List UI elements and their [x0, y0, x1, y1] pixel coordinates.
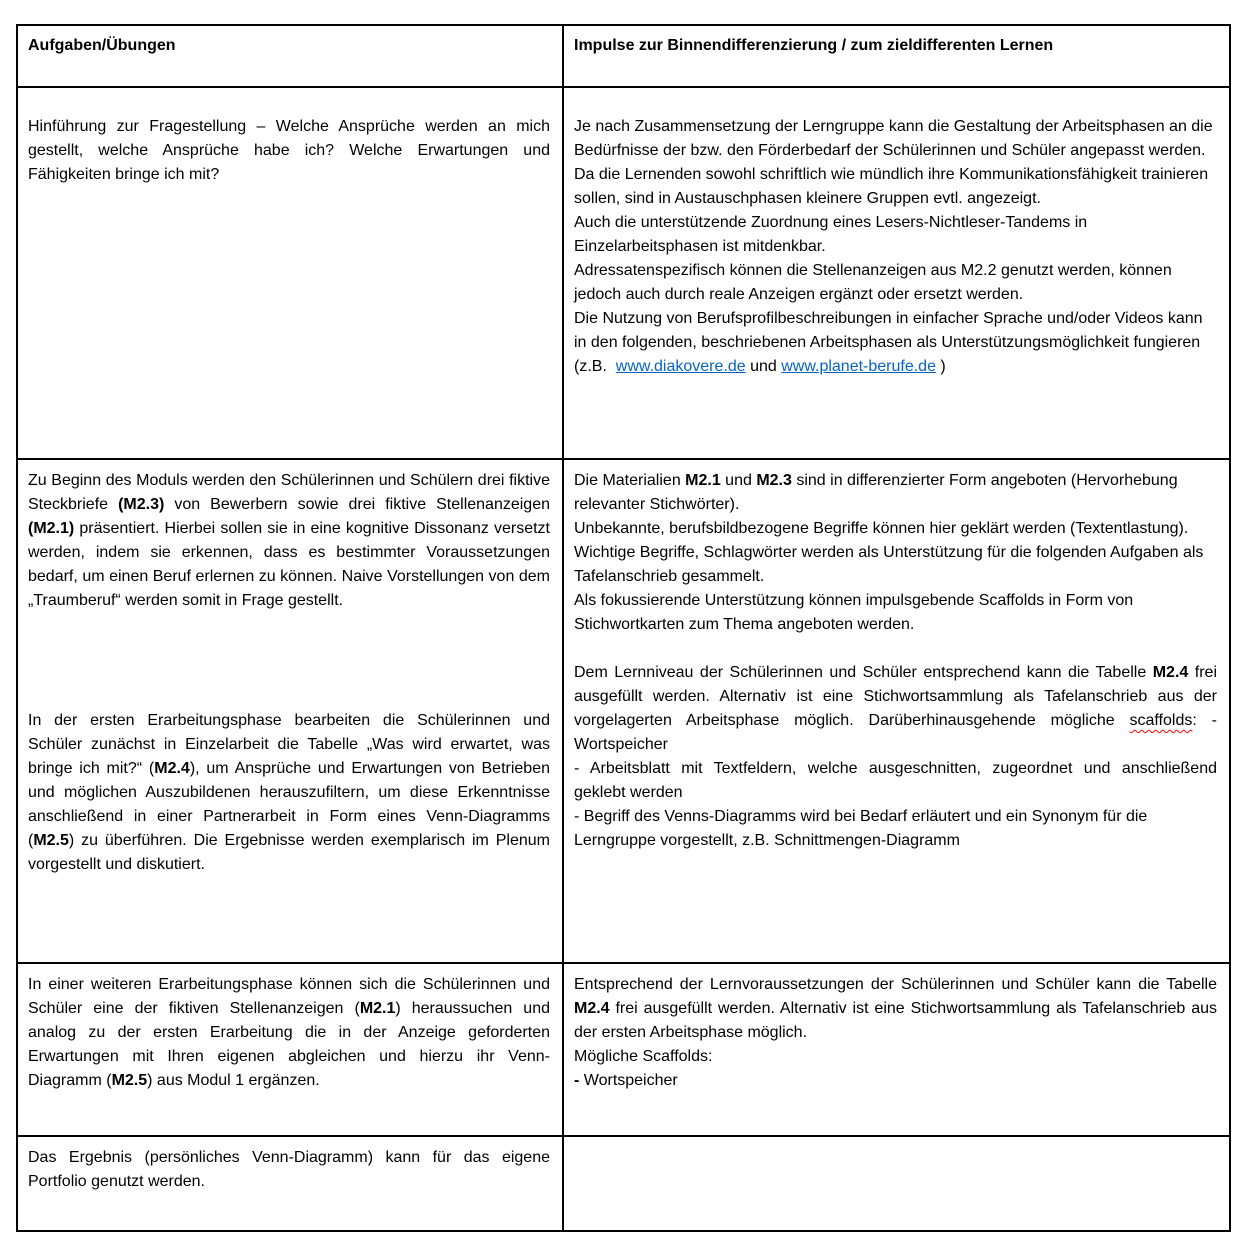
- bold-text-run: (M2.1): [28, 520, 75, 537]
- cell-hinfuehrung-left: [17, 87, 563, 459]
- empty-line: [28, 685, 550, 709]
- bold-text-run: M2.1: [359, 1000, 396, 1017]
- text-run: von Bewerbern sowie drei fiktive Stellenanzeigen: [164, 496, 551, 513]
- paragraph: [574, 1069, 1217, 1093]
- cell-weitere-erarbeitung-right: [563, 963, 1230, 1136]
- text-run: und: [745, 358, 782, 375]
- misspelled-word: scaffolds: [1129, 712, 1193, 729]
- paragraph: [574, 541, 1217, 589]
- cell-ergebnis-portfolio-left: [17, 1136, 563, 1231]
- text-run: Auch die unterstützende Zuordnung eines Lesers-Nichtleser-Tandems in Einzelarbeitsphasen ist mitdenkbar.: [574, 214, 1088, 255]
- paragraph: [28, 973, 550, 1093]
- text-run: Unbekannte, berufsbildbezogene Begriffe können hier geklärt werden (Textentlastung).: [574, 520, 1189, 537]
- text-run: - Arbeitsblatt mit Textfeldern, welche ausgeschnitten, zugeordnet und anschließend geklebt werden: [574, 760, 1217, 801]
- paragraph: [574, 661, 1217, 757]
- text-run: und: [720, 472, 757, 489]
- text-run: ): [935, 358, 946, 375]
- lesson-plan-table: [16, 24, 1231, 1232]
- cell-modulbeginn-right: [563, 459, 1230, 963]
- paragraph: [574, 805, 1217, 853]
- text-run: ) zu überführen. Die Ergebnisse werden exemplarisch im Plenum vorgestellt und diskutiert.: [28, 832, 550, 873]
- table-row-modulbeginn: [17, 459, 1230, 963]
- paragraph: [574, 211, 1217, 259]
- text-run: Je nach Zusammensetzung der Lerngruppe kann die Gestaltung der Arbeitsphasen an die Bedürfnisse der bzw. den Förderbedarf der Schülerinnen und Schüler angepasst werden. Da die Lernenden sowohl schriftlich wie mündlich ihre Kommunikationsfähigkeit trainieren sollen, sind in Austauschphasen kleinere Gruppen evtl. angezeigt.: [574, 118, 1213, 207]
- cell-hinfuehrung-right: [563, 87, 1230, 459]
- text-run: ), um Ansprüche und Erwartungen von Betrieben und möglichen Auszubildenen herauszufiltern, um diese Erkenntnisse anschließend in einer Partnerarbeit in Form eines Venn-Diagramms (: [28, 760, 550, 849]
- bold-text-run: M2.5: [111, 1072, 148, 1089]
- text-run: Als fokussierende Unterstützung können impulsgebende Scaffolds in Form von Stichwortkarten zum Thema angeboten werden.: [574, 592, 1134, 633]
- paragraph: [574, 259, 1217, 307]
- text-run: Mögliche Scaffolds:: [574, 1048, 713, 1065]
- text-run: Dem Lernniveau der Schülerinnen und Schüler entsprechend kann die Tabelle: [574, 664, 1153, 681]
- cell-modulbeginn-left: [17, 459, 563, 963]
- text-run: ) heraussuchen und analog zu der ersten Erarbeitung die in der Anzeige geforderten Erwartungen mit Ihren eigenen abgleichen und hierzu ihr Venn-Diagramm (: [28, 1000, 551, 1089]
- paragraph: [574, 973, 1217, 1045]
- table-row-weitere-erarbeitung: [17, 963, 1230, 1136]
- text-run: - Begriff des Venns-Diagramms wird bei Bedarf erläutert und ein Synonym für die Lerngruppe vorgestellt, z.B. Schnittmengen-Diagramm: [574, 808, 1148, 849]
- bold-text-run: M2.4: [154, 760, 190, 777]
- paragraph: [28, 469, 550, 613]
- text-run: Die Materialien: [574, 472, 686, 489]
- paragraph: [574, 115, 1217, 211]
- paragraph: [574, 517, 1217, 541]
- text-run: Wortspeicher: [579, 1072, 678, 1089]
- paragraph: [28, 1146, 550, 1194]
- column-header-aufgaben: Aufgaben/Übungen: [17, 25, 563, 87]
- bold-text-run: -: [574, 1072, 580, 1089]
- paragraph: [574, 757, 1217, 805]
- bold-text-run: M2.3: [756, 472, 792, 489]
- text-run: In einer weiteren Erarbeitungsphase können sich die Schülerinnen und Schüler eine der fiktiven Stellenanzeigen (: [28, 976, 550, 1017]
- paragraph: [574, 589, 1217, 637]
- link-diakovere[interactable]: www.diakovere.de: [615, 358, 746, 375]
- bold-text-run: M2.4: [1152, 664, 1189, 681]
- header-row: [17, 25, 1230, 87]
- cell-ergebnis-portfolio-right: [563, 1136, 1230, 1231]
- bold-text-run: M2.4: [574, 1000, 610, 1017]
- table-body: [17, 87, 1230, 1231]
- bold-text-run: M2.1: [685, 472, 721, 489]
- paragraph: [574, 469, 1217, 517]
- empty-line: [574, 637, 1217, 661]
- link-planet-berufe[interactable]: www.planet-berufe.de: [781, 358, 936, 375]
- cell-weitere-erarbeitung-left: [17, 963, 563, 1136]
- column-header-impulse: Impulse zur Binnendifferenzierung / zum zieldifferenten Lernen: [563, 25, 1230, 87]
- empty-line: [28, 613, 550, 637]
- text-run: Die Nutzung von Berufsprofilbeschreibungen in einfacher Sprache und/oder Videos kann in den folgenden, beschriebenen Arbeitsphasen als Unterstützungsmöglichkeit fungieren (z.B.: [574, 310, 1203, 375]
- text-run: In der ersten Erarbeitungsphase bearbeiten die Schülerinnen und Schüler zunächst in Einzelarbeit die Tabelle „Was wird erwartet, was bringe ich mit?“ (: [28, 712, 550, 777]
- paragraph: [28, 115, 550, 187]
- paragraph: [574, 307, 1217, 379]
- text-run: Das Ergebnis (persönliches Venn-Diagramm) kann für das eigene Portfolio genutzt werden.: [28, 1149, 550, 1190]
- text-run: sind in differenzierter Form angeboten (Hervorhebung relevanter Stichwörter).: [574, 472, 1178, 513]
- text-run: Entsprechend der Lernvoraussetzungen der Schülerinnen und Schüler kann die Tabelle: [574, 976, 1217, 993]
- paragraph: [574, 1045, 1217, 1069]
- empty-line: [28, 661, 550, 685]
- bold-text-run: M2.5: [33, 832, 69, 849]
- paragraph: [28, 709, 550, 877]
- text-run: : - Wortspeicher: [574, 712, 1217, 753]
- bold-text-run: (M2.3): [118, 496, 165, 513]
- text-run: ) aus Modul 1 ergänzen.: [147, 1072, 320, 1089]
- text-run: frei ausgefüllt werden. Alternativ ist eine Stichwortsammlung als Tafelanschrieb aus der vorgelagerten Arbeitsphase möglich. Darüberhinausgehende mögliche: [574, 664, 1218, 729]
- text-run: Wichtige Begriffe, Schlagwörter werden als Unterstützung für die folgenden Aufgaben als Tafelanschrieb gesammelt.: [574, 544, 1204, 585]
- table-row-ergebnis-portfolio: [17, 1136, 1230, 1231]
- text-run: frei ausgefüllt werden. Alternativ ist eine Stichwortsammlung als Tafelanschrieb aus der ersten Arbeitsphase möglich.: [574, 1000, 1217, 1041]
- table-row-hinfuehrung: [17, 87, 1230, 459]
- text-run: Adressatenspezifisch können die Stellenanzeigen aus M2.2 genutzt werden, können jedoch auch durch reale Anzeigen ergänzt oder ersetzt werden.: [574, 262, 1172, 303]
- text-run: Zu Beginn des Moduls werden den Schülerinnen und Schülern drei fiktive Steckbriefe: [28, 472, 550, 513]
- text-run: präsentiert. Hierbei sollen sie in eine kognitive Dissonanz versetzt werden, indem sie erkennen, dass es bestimmter Voraussetzungen bedarf, um einen Beruf erlernen zu können. Naive Vorstellungen von dem „Traumberuf“ werden somit in Frage gestellt.: [28, 520, 550, 609]
- empty-line: [28, 637, 550, 661]
- text-run: Hinführung zur Fragestellung – Welche Ansprüche werden an mich gestellt, welche Ansprüche habe ich? Welche Erwartungen und Fähigkeiten bringe ich mit?: [28, 118, 550, 183]
